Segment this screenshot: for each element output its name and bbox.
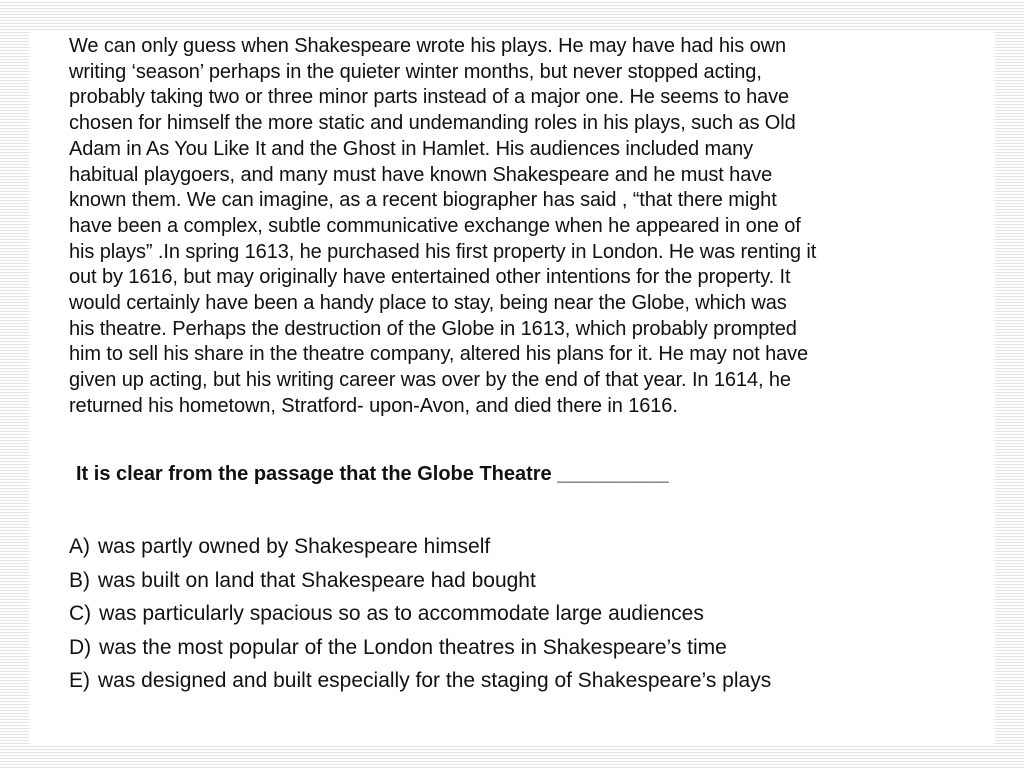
option-d[interactable] (69, 631, 771, 665)
answer-options (69, 530, 771, 698)
option-e[interactable] (69, 664, 771, 698)
option-c[interactable] (69, 597, 771, 631)
question-stem: It is clear from the passage that the Globe Theatre __________ (76, 463, 669, 485)
passage-line: probably taking two or three minor parts instead of a major one. He seems to have (69, 86, 790, 109)
option-letter: E) (69, 669, 90, 692)
option-text: was designed and built especially for the staging of Shakespeare’s plays (98, 669, 772, 692)
option-letter: C) (69, 602, 92, 625)
passage-line: chosen for himself the more static and undemanding roles in his plays, such as Old (69, 112, 796, 135)
passage-line: given up acting, but his writing career was over by the end of that year. In 1614, he (69, 369, 791, 392)
option-b[interactable] (69, 564, 771, 598)
passage-line: writing ‘season’ perhaps in the quieter winter months, but never stopped acting, (69, 60, 762, 83)
passage-line: would certainly have been a handy place to stay, being near the Globe, which was (69, 292, 787, 315)
option-text: was particularly spacious so as to accommodate large audiences (99, 602, 704, 625)
passage-line: We can only guess when Shakespeare wrote his plays. He may have had his own (69, 35, 786, 57)
passage-line: habitual playgoers, and many must have known Shakespeare and he must have (69, 163, 773, 186)
reading-passage (69, 34, 991, 420)
option-text: was the most popular of the London theatres in Shakespeare’s time (99, 635, 727, 659)
option-letter: A) (69, 535, 90, 558)
option-text: was partly owned by Shakespeare himself (98, 535, 491, 558)
passage-line: known them. We can imagine, as a recent biographer has said , “that there might (69, 189, 777, 212)
option-a[interactable] (69, 530, 771, 564)
passage-line: him to sell his share in the theatre company, altered his plans for it. He may not have (69, 343, 809, 366)
passage-line: returned his hometown, Stratford- upon-Avon, and died there in 1616. (69, 394, 678, 417)
option-letter: B) (69, 568, 90, 592)
passage-line: out by 1616, but may originally have entertained other intentions for the property. It (69, 266, 791, 289)
passage-line: Adam in As You Like It and the Ghost in Hamlet. His audiences included many (69, 137, 754, 160)
passage-line: his plays” .In spring 1613, he purchased his first property in London. He was renting it (69, 240, 817, 263)
passage-line: have been a complex, subtle communicative exchange when he appeared in one of (69, 214, 801, 237)
slide-content (29, 30, 995, 745)
option-text: was built on land that Shakespeare had bought (98, 568, 536, 592)
option-letter: D) (69, 635, 92, 659)
passage-line: his theatre. Perhaps the destruction of the Globe in 1613, which probably prompted (69, 317, 797, 340)
